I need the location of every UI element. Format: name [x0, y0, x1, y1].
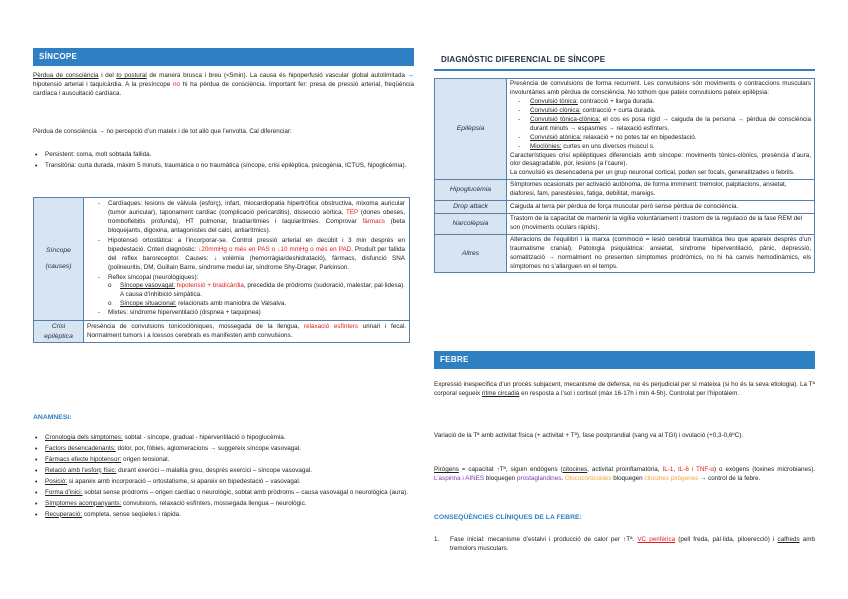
- list-item: 1. Fase inicial: mecanisme d’estalvi i producció de calor per ↑Tª. VC perifèrica (pell freda, pàl·lida, piloerecció) i calfreds amb tremolors musculars.: [434, 536, 815, 552]
- section-header-diagnostic: DIAGNÒSTIC DIFERENCIAL DE SÍNCOPE: [441, 55, 606, 64]
- row-label-hipoglucemia: Hipoglucèmia: [435, 180, 507, 201]
- row-label-sincope: Síncope (causes): [34, 198, 84, 321]
- table-row: [34, 198, 410, 321]
- list-item: • Persistent: coma, molt sobtada fallida.: [45, 151, 414, 160]
- differential-table: [434, 78, 815, 273]
- row-label-altres: Altres: [435, 234, 507, 273]
- febre-paragraph-3: Pirògens = capacitat ↑Tª, siguin endògens (citocines, activitat proinflamatòria, IL-1, IL-6 i TNF-α) o exògens (toxines microbianes). L’aspirina i AINES bloquegen prostaglandines. Glucocorticoides bloquegen citocines pirògenes → control de la febre.: [434, 466, 816, 482]
- anamnesi-item: • Símptomes acompanyants: convulsions, relaxació esfínters, mossegada llengua – neurològic.: [45, 500, 414, 509]
- anamnesi-item: • Posició: si apareix amb incorporació – ortostatisme, si apareix en bipedestació – vasovagal.: [45, 478, 414, 487]
- section-header-febre: FEBRE: [434, 351, 815, 369]
- table-row: [435, 79, 815, 180]
- altres-cell: Alteracions de l’equilibri i la marxa (commoció = lesió cerebral traumàtica lleu que apareix després d’un traumatisme cranial). Patologia psiquiàtrica: ansietat, síndrome hiperventilació, pànic, depressió, somatització → normalment no presenten símptomes prodròmics, no hi ha canvis hemodinàmics, els símptomes no s’allarguen en el temps.: [507, 234, 815, 273]
- table-row: [435, 234, 815, 273]
- sincope-causes-cell: - Cardíaques: lesions de vàlvula (esforç), infart, miocardiopatia hipertròfica obstructiva, mixoma auricular (tumor auricular), taponament cardíac (complicació pericarditis), dissecció aòrtica, TEP (dones obeses, tromboflebitis profunda), HT pulmonar, bradiarítmies i taquiarítmies. Comprovar fàrmacs (beta bloquejants, digoxina, antagonistes del calci, antiarítmics). - Hipotensió ortostàtica: a l’incorporar-se. Control pressió arterial en decúbit i 3 min després en bipedestació. Criteri diagnòstic: ↓20mmHg o més en PAS o ↓10 mmHg o més en PAD. Produït per fallida del reflex baroreceptor. Causes: ↓ volèmia (hemorràgia/deshidratació), fàrmacs, disfunció SNA (polineuritis, DM, Guillain Barre, síndrome medul·lar, síndrome Shy-Drager, Parkinson. - Reflex síncopal (neurològiques): o Síncope vasovagal: hipotensió + bradicàrdia, precedida de pròdroms (sudoració, malestar, pal·lidesa). A causa d’inhibició simpàtica. o Síncope situacional: relacionats amb maniobra de Valsalva. - Mixtes: síndrome hiperventilació (dispnea + taquipnea): [84, 198, 410, 321]
- drop-attack-cell: Caiguda al terra per pèrdua de força muscular però sense pèrdua de consciència.: [507, 201, 815, 214]
- section-header-sincope: SÍNCOPE: [33, 48, 414, 66]
- anamnesi-list: [33, 434, 414, 520]
- header-rule: [434, 69, 815, 71]
- table-row: [34, 321, 410, 343]
- anamnesi-title: ANAMNESI:: [33, 414, 72, 421]
- anamnesi-item: • Fàrmacs efecte hipotensor: origen tensional.: [45, 456, 414, 465]
- list-item: • Transitòria: curta durada, màxim 5 minuts, traumàtica o no traumàtica (síncope, crisi epilèptica, psicogènia, ICTUS, hipoglicèmia).: [45, 162, 414, 171]
- intro-paragraph-1: Pèrdua de consciència i del to postural de manera brusca i breu (<5min). La causa és hipoperfusió vascular global autolimitada → hipotensió arterial i taquicàrdia. A la presíncope no hi ha pèrdua de consciència. Important fer: presa de pressió arterial, freqüència cardíaca i auscultació cardíaca.: [33, 72, 414, 97]
- sincope-causes-table: [33, 197, 410, 343]
- table-row: [435, 213, 815, 234]
- narcolepsia-cell: Trastorn de la capacitat de mantenir la vigília voluntàriament i trastorn de la regulació de la fase REM del son (moviments oculars ràpids).: [507, 213, 815, 234]
- hipoglucemia-cell: Símptomes ocasionats per activació autònoma, de forma imminent: tremolor, palpitacions, ansietat, diaforesi, fam, parestèsies, fatiga, debilitat, mareigs.: [507, 180, 815, 201]
- anamnesi-item: • Recuperació: completa, sense seqüeles i ràpida.: [45, 511, 414, 520]
- febre-paragraph-2: Variació de la Tª amb activitat física (+ activitat + Tª), fase postprandial (sang va al TGI) i ovulació (+0,3-0,6ºC).: [434, 432, 744, 439]
- intro-paragraph-2: Pèrdua de consciència → no percepció d’un mateix i de tot allò que l’envolta. Cal diferenciar:: [33, 128, 292, 135]
- consequencies-title: CONSEQÜÈNCIES CLÍNIQUES DE LA FEBRE:: [434, 514, 582, 521]
- epilepsia-cell: Presència de convulsions de forma recurrent. Les convulsions són moviments o contraccions musculars involuntàries amb pèrdua de consciència. No tothom que pateix convulsions pateix epilèpsia: - Convulsió tònica: contracció + llarga durada. - Convulsió clònica: contracció + curta durada. - Convulsió tònica-clònica: el cos es posa rígid → caiguda de la persona → pèrdua de consciència durant minuts → espasmes → relaxació esfínters. - Convulsió atònica: relaxació + no potes tar en bipedestació. - Mioclònies: curtes en uns diversos muscul s. Característiques crisi epilèptiques diferencials amb síncope: moviments tònics-clònics, presència d’aura, olor desagradable, por, lesions (a l’caure). La convulsió es desencadena per un grup neuronal cortical, poden ser focals, generalitzades o febrils.: [507, 79, 815, 180]
- anamnesi-item: • Cronologia dels simptomes: sobtat - síncope, gradual - hiperventilació o hipoglucèmia.: [45, 434, 414, 443]
- anamnesi-item: • Forma d’inici: sobtat sense pròdroms – origen cardíac o neurològic, sobtat amb pròdroms – causa vasovagal o neurològica (aura).: [45, 489, 414, 498]
- febre-paragraph-1: Expressió inespecífica d’un procés subjacent, mecanisme de defensa, no és perjudicial per si mateixa (si ho és la seva etiologia). La Tª corporal segueix ritme circadià en resposta a l’sol i cortisol (màx 16-17h i mín 4-5h). Controlat per l’hipotàlem.: [434, 381, 815, 397]
- anamnesi-item: • Factors desencadenants: dolor, por, fòbies, aglomeracions → suggereix síncope vasovagal.: [45, 445, 414, 454]
- row-label-drop-attack: Drop attack: [435, 201, 507, 214]
- table-row: [435, 201, 815, 214]
- row-label-epilepsia: Epilèpsia: [435, 79, 507, 180]
- crisi-epileptica-cell: Presència de convulsions tonicoclòniques, mossegada de la llengua, relaxació esfínters urinari i fecal. Normalment tumors i a lcessos cerebrals es manifesten amb convulsions.: [84, 321, 410, 343]
- row-label-crisi: Crisi epilèptica: [34, 321, 84, 343]
- consciousness-list: [33, 151, 414, 171]
- table-row: [435, 180, 815, 201]
- anamnesi-item: • Relació amb l’esforç físic: durant exercici – malaltia greu, després exercici – síncope vasovagal.: [45, 467, 414, 476]
- row-label-narcolepsia: Narcolèpsia: [435, 213, 507, 234]
